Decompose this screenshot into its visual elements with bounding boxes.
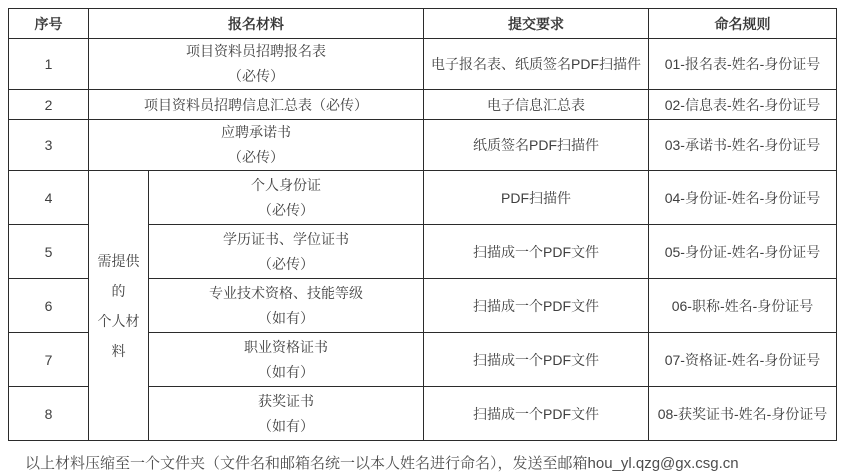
material-line-2: （必传） [258,201,314,218]
row-number-cell: 1 [9,39,89,90]
row-number-cell: 6 [9,279,89,333]
naming-cell: 01-报名表-姓名-身份证号 [649,39,837,90]
material-line-2: （如有） [258,363,314,380]
material-line-1: 专业技术资格、技能等级 [209,284,363,301]
naming-cell: 05-身份证-姓名-身份证号 [649,225,837,279]
material-cell [89,39,424,90]
material-line-2: （必传） [228,149,284,165]
material-line-2: （如有） [258,309,314,326]
naming-cell: 03-承诺书-姓名-身份证号 [649,120,837,171]
row-number-cell: 4 [9,171,89,225]
naming-cell: 02-信息表-姓名-身份证号 [649,90,837,120]
naming-cell: 04-身份证-姓名-身份证号 [649,171,837,225]
table-row [9,171,837,225]
header-requirement: 提交要求 [424,9,649,39]
material-cell [149,171,424,225]
material-line-1: 应聘承诺书 [221,124,291,140]
header-seq: 序号 [9,9,89,39]
material-line-2: （如有） [258,417,314,434]
naming-cell: 07-资格证-姓名-身份证号 [649,333,837,387]
material-cell [89,120,424,171]
material-cell [149,225,424,279]
material-line-2: （必传） [258,255,314,272]
group-label-line-2: 个人材料 [97,312,140,359]
naming-cell: 06-职称-姓名-身份证号 [649,279,837,333]
material-cell [149,333,424,387]
requirement-cell: 电子报名表、纸质签名PDF扫描件 [424,39,649,90]
requirement-cell: 纸质签名PDF扫描件 [424,120,649,171]
material-line-1: 职业资格证书 [244,338,328,355]
requirement-cell: 扫描成一个PDF文件 [424,225,649,279]
row-number-cell: 5 [9,225,89,279]
requirement-cell: 扫描成一个PDF文件 [424,333,649,387]
header-material: 报名材料 [89,9,424,39]
personal-materials-group-cell [89,171,149,441]
table-header-row [9,9,837,39]
row-number-cell: 2 [9,90,89,120]
row-number-cell: 7 [9,333,89,387]
header-naming: 命名规则 [649,9,837,39]
material-line-1: 项目资料员招聘报名表 [186,43,326,59]
naming-cell: 08-获奖证书-姓名-身份证号 [649,387,837,441]
material-line-1: 获奖证书 [258,392,314,409]
requirement-cell: 扫描成一个PDF文件 [424,279,649,333]
requirement-cell: PDF扫描件 [424,171,649,225]
material-cell [149,387,424,441]
table-row [9,39,837,90]
requirement-cell: 扫描成一个PDF文件 [424,387,649,441]
material-line-1: 学历证书、学位证书 [223,230,349,247]
materials-table [8,8,837,441]
material-cell: 项目资料员招聘信息汇总表（必传） [89,90,424,120]
group-label-line-1: 需提供的 [97,252,140,299]
material-line-2: （必传） [228,68,284,84]
footer-note: 以上材料压缩至一个文件夹（文件名和邮箱名统一以本人姓名进行命名），发送至邮箱hou_yl.qzg@gx.csg.cn [25,455,739,472]
table-row [9,90,837,120]
material-line-1: 个人身份证 [251,176,321,193]
material-cell [149,279,424,333]
row-number-cell: 8 [9,387,89,441]
requirement-cell: 电子信息汇总表 [424,90,649,120]
table-row [9,120,837,171]
row-number-cell: 3 [9,120,89,171]
